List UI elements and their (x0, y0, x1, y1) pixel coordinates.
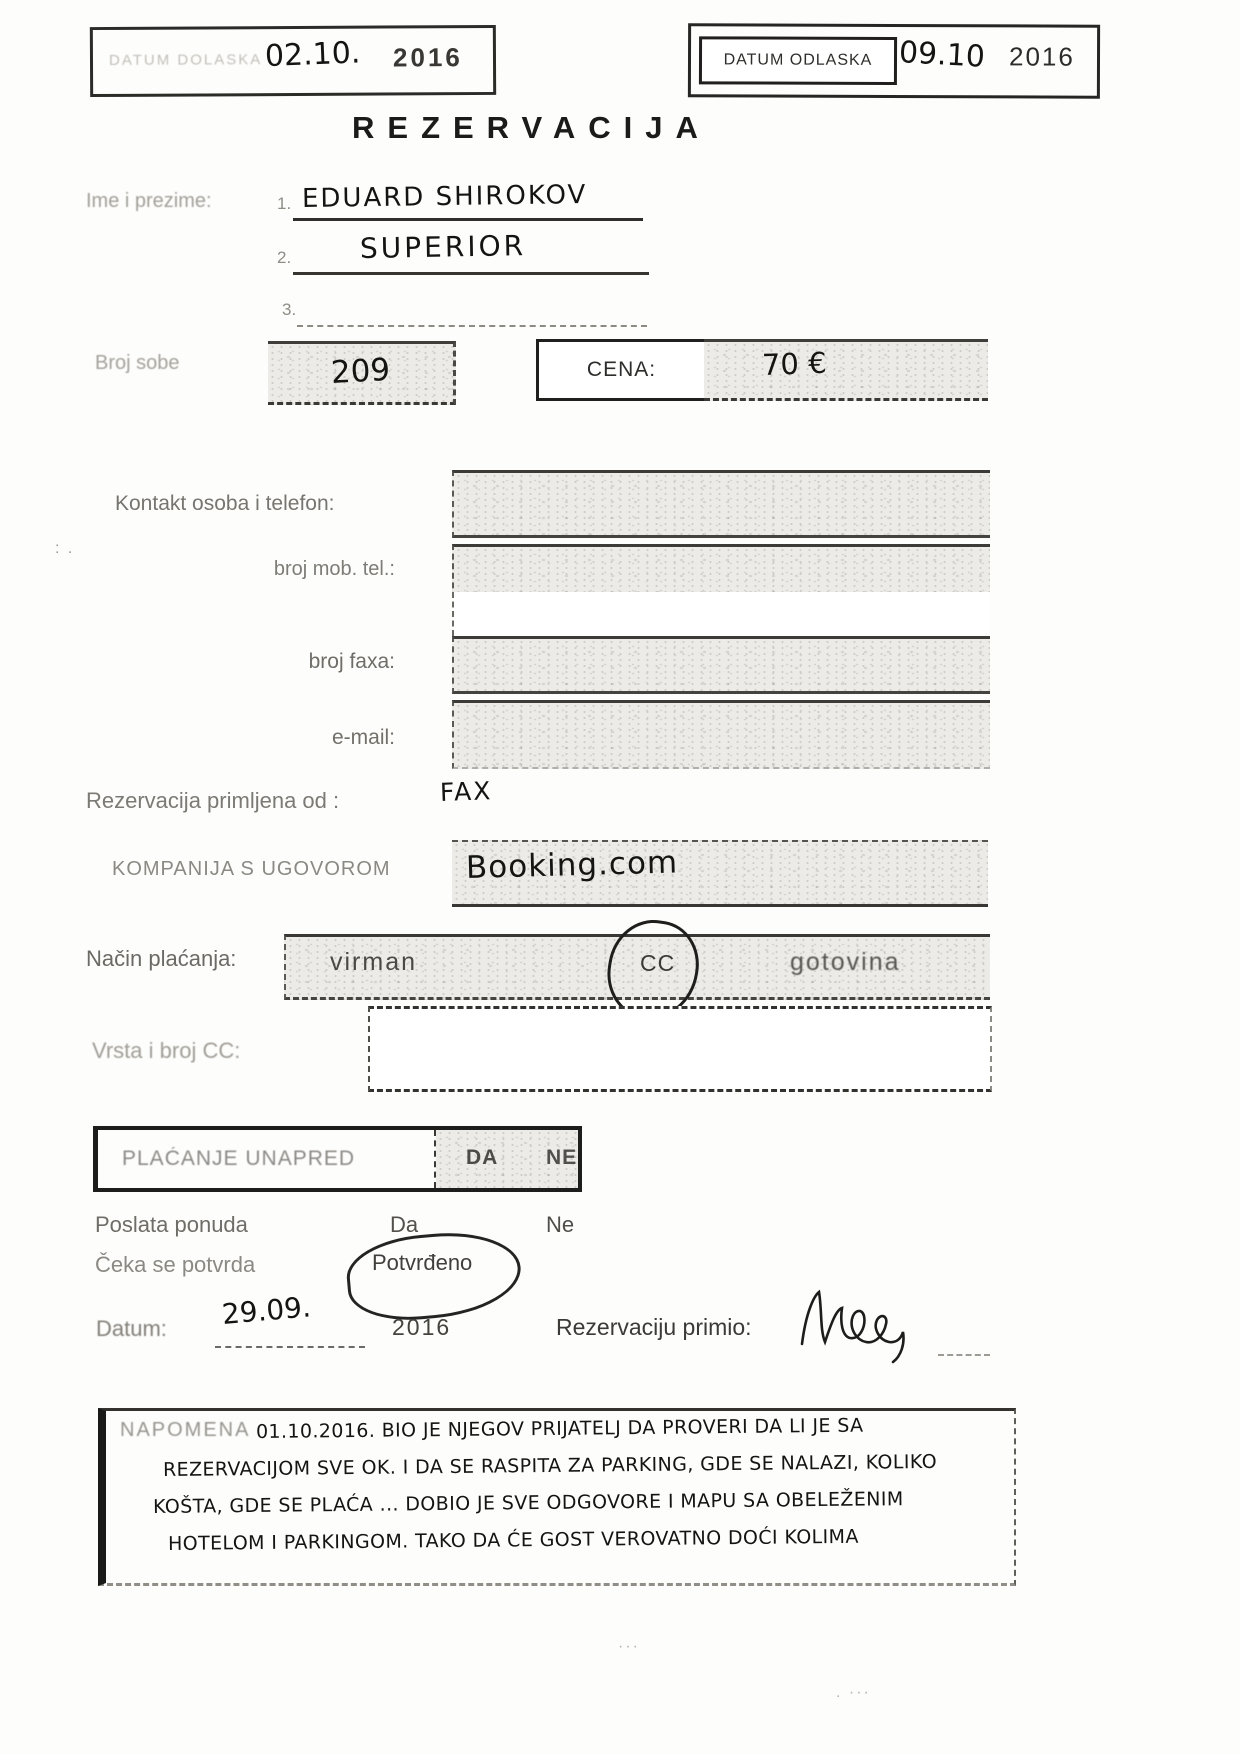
cc-number-label: Vrsta i broj CC: (92, 1038, 241, 1063)
scan-artifact: : . (55, 540, 75, 557)
scan-artifact: ··· (618, 1638, 640, 1655)
departure-year: 2016 (1008, 41, 1075, 72)
room-type-handwritten: SUPERIOR (359, 229, 527, 265)
prepayment-answer-cell (436, 1130, 578, 1188)
prepayment-label-cell (98, 1130, 436, 1188)
guest-line1-number: 1. (277, 194, 292, 213)
scan-artifact: . ··· (836, 1684, 871, 1701)
note-line-2: REZERVACIJOM SVE OK. I DA SE RASPITA ZA PARKING, GDE SE NALAZI, KOLIKO (162, 1450, 938, 1481)
guest-line3-number: 3. (282, 300, 297, 319)
guest-name-handwritten: EDUARD SHIROKOV (301, 180, 588, 214)
confirmation-value: Potvrđeno (372, 1250, 473, 1275)
received-via-label: Rezervacija primljena od : (86, 788, 340, 813)
note-line-3: KOŠTA, GDE SE PLAĆA ... DOBIO JE SVE ODGOVORE I MAPU SA OBELEŽENIM (152, 1488, 904, 1518)
note-box (98, 1408, 1016, 1586)
prepayment-box (93, 1126, 582, 1192)
company-label: KOMPANIJA S UGOVOROM (112, 858, 391, 880)
date-rule (215, 1302, 365, 1348)
empty-field (452, 592, 990, 636)
company-field (452, 840, 988, 907)
note-line-1: 01.10.2016. BIO JE NJEGOV PRIJATELJ DA PROVERI DA LI JE SA (255, 1414, 864, 1443)
price-field (704, 339, 988, 401)
guest-name-label: Ime i prezime: (86, 190, 212, 212)
contact-phone-field (452, 470, 990, 538)
prepayment-label: PLAĆANJE UNAPRED (122, 1147, 356, 1170)
email-field (452, 700, 990, 769)
date-year: 2016 (392, 1314, 452, 1340)
arrival-date-stamp (90, 25, 496, 97)
departure-date-handwritten: 09.10 (898, 35, 986, 75)
payment-option-cc: CC (640, 950, 676, 976)
price-handwritten: 70 € (761, 345, 828, 382)
form-title: REZERVACIJA (352, 110, 711, 145)
received-via-handwritten: FAX (439, 776, 493, 807)
payment-method-label: Način plaćanja: (86, 946, 237, 971)
payment-option-gotovina: gotovina (790, 948, 901, 976)
room-number-handwritten: 209 (329, 351, 391, 391)
signature (792, 1282, 932, 1368)
received-by-label: Rezervaciju primio: (556, 1314, 752, 1340)
guest-line3-rule (297, 283, 647, 327)
note-label: NAPOMENA (120, 1419, 251, 1441)
email-label: e-mail: (331, 726, 395, 749)
arrival-year: 2016 (392, 42, 463, 73)
departure-stamp-label: DATUM ODLASKA (699, 36, 897, 85)
cc-number-field (368, 1006, 992, 1092)
prepayment-no: NE (546, 1146, 578, 1169)
contact-phone-label: Kontakt osoba i telefon: (115, 492, 335, 515)
mobile-field (452, 544, 990, 598)
offer-sent-yes: Da (390, 1212, 419, 1237)
arrival-stamp-label: DATUM DOLASKA (108, 51, 263, 69)
room-number-field (268, 341, 456, 405)
fax-field (452, 636, 990, 694)
note-line-4: HOTELOM I PARKINGOM. TAKO DA ĆE GOST VEROVATNO DOĆI KOLIMA (167, 1525, 859, 1555)
room-number-label: Broj sobe (95, 352, 180, 374)
confirmation-label: Čeka se potvrda (95, 1252, 256, 1277)
date-label: Datum: (96, 1316, 167, 1341)
prepayment-yes: DA (466, 1146, 499, 1169)
price-label-box: CENA: (536, 339, 707, 401)
confirmation-circle (344, 1227, 525, 1326)
offer-sent-no: Ne (546, 1212, 575, 1237)
departure-date-stamp (688, 23, 1100, 98)
company-handwritten: Booking.com (465, 844, 679, 886)
guest-line2-number: 2. (277, 248, 292, 267)
offer-sent-label: Poslata ponuda (95, 1212, 248, 1237)
fax-label: broj faxa: (308, 650, 395, 673)
date-handwritten: 29.09. (220, 1290, 313, 1331)
payment-option-virman: virman (330, 948, 418, 976)
signature-rule (938, 1310, 990, 1356)
arrival-date-handwritten: 02.10. (264, 35, 362, 75)
mobile-label: broj mob. tel.: (273, 558, 395, 580)
